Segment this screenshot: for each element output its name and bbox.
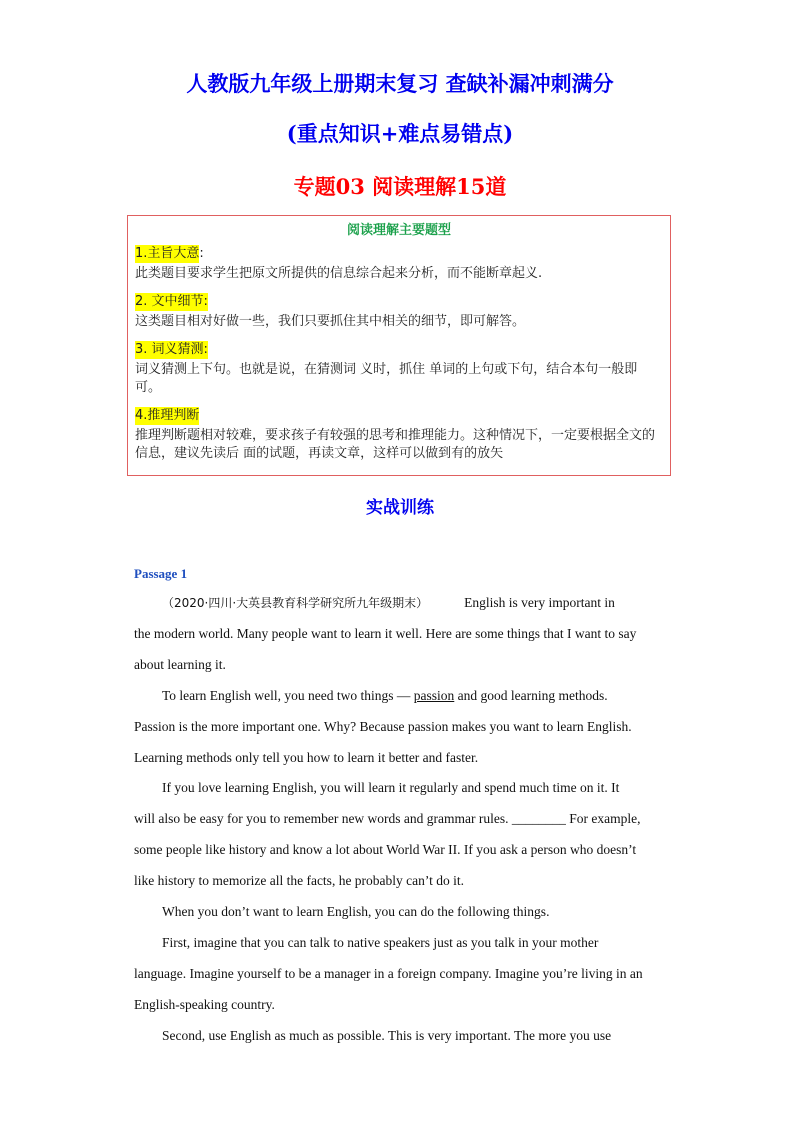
passage-line: language. Imagine yourself to be a manager in a foreign company. Imagine you’re living in an xyxy=(134,965,643,981)
question-types-box xyxy=(127,215,671,476)
section-heading-3: 3. 词义猜测: xyxy=(135,342,208,357)
passage-label: Passage 1 xyxy=(134,566,188,581)
passage-body xyxy=(134,588,664,1052)
passage-line: When you don’t want to learn English, you can do the following things. xyxy=(162,904,550,920)
section-text-1: 此类题目要求学生把原文所提供的信息综合起来分析，而不能断章起义. xyxy=(135,266,543,281)
passage-line: （2020·四川·大英县教育科学研究所九年级期末） English is very important in xyxy=(162,595,615,610)
passage-line: like history to memorize all the facts, he probably can’t do it. xyxy=(134,873,465,889)
section-text-4: 推理判断题相对较难，要求孩子有较强的思考和推理能力。这种情况下，一定要根据全文的信息，建议先读后 面的试题，再读文章，这样可以做到有的放矢 xyxy=(135,428,656,461)
passage-line: the modern world. Many people want to learn it well. Here are some things that I want to say xyxy=(134,625,637,641)
passage-line: To learn English well, you need two things — passion and good learning methods. xyxy=(162,687,608,703)
passage-source: （2020·四川·大英县教育科学研究所九年级期末） xyxy=(162,596,429,610)
section-text-2: 这类题目相对好做一些，我们只要抓住其中相关的细节，即可解答。 xyxy=(135,314,526,329)
section-heading-2: 2. 文中细节: xyxy=(135,294,208,309)
passage-line: about learning it. xyxy=(134,656,226,672)
section-heading-4: 4.推理判断 xyxy=(135,408,200,423)
topic-title: 专题03 阅读理解15道 xyxy=(293,174,507,199)
section-text-3: 词义猜测上下句。也就是说，在猜测词 义时，抓住 单词的上句或下句，结合本句一般即可。 xyxy=(135,362,638,395)
section-heading-1: 1.主旨大意: xyxy=(135,246,204,261)
passage-line: First, imagine that you can talk to native speakers just as you talk in your mother xyxy=(162,934,599,950)
practice-section-title: 实战训练 xyxy=(366,498,434,518)
passage-line: Second, use English as much as possible. This is very important. The more you use xyxy=(162,1027,612,1043)
passage-line: If you love learning English, you will learn it regularly and spend much time on it. It xyxy=(162,780,620,796)
underlined-word: passion xyxy=(413,687,455,703)
box-title: 阅读理解主要题型 xyxy=(346,223,451,238)
passage-line: will also be easy for you to remember new words and grammar rules. ________ For example, xyxy=(134,811,641,827)
passage-line: English-speaking country. xyxy=(134,996,275,1012)
passage-line: Passion is the more important one. Why? Because passion makes you want to learn English. xyxy=(134,718,632,734)
document-subtitle: (重点知识+难点易错点) xyxy=(286,121,514,146)
passage-line: some people like history and know a lot about World War II. If you ask a person who doesn’t xyxy=(134,842,637,858)
passage-line: Learning methods only tell you how to learn it better and faster. xyxy=(134,749,479,765)
document-title: 人教版九年级上册期末复习 查缺补漏冲刺满分 xyxy=(186,71,614,96)
